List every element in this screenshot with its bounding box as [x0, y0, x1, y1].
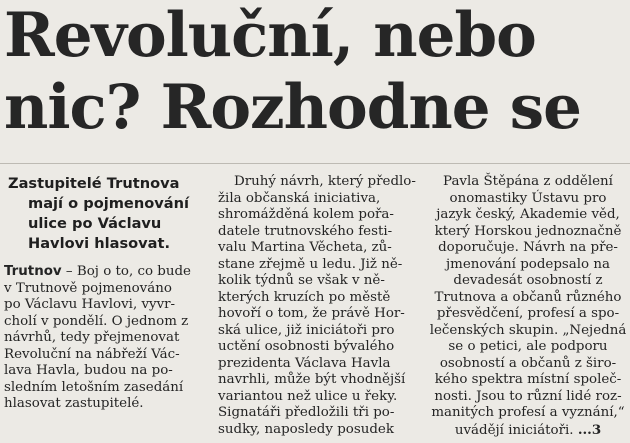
body-line: kolik týdnů se však v ně- — [218, 273, 385, 288]
perex — [4, 174, 200, 254]
body-line: sudky, naposledy posudek — [218, 421, 394, 437]
continued-page-ref: ...3 — [577, 421, 602, 438]
body-line: variantou než ulice u řeky. — [218, 388, 398, 404]
body-line: který Horskou jednoznačně — [434, 223, 622, 239]
body-line: Pavla Štěpána z oddělení — [443, 174, 613, 189]
article-column-1 — [4, 174, 200, 413]
body-line: kterých kruzích po městě — [218, 289, 391, 305]
perex-line: Havlovi hlasovat. — [28, 235, 171, 252]
body-line: navrhli, může být vhodnější — [218, 372, 406, 387]
body-line: lečenských skupin. „Nejedná — [429, 322, 627, 338]
body-line: datele trutnovského festi- — [218, 223, 393, 239]
body-line: osobností a občanů z širo- — [439, 355, 617, 371]
body-line: Revoluční na nábřeží Vác- — [4, 346, 180, 362]
body-line: cholí v pondělí. O jednom z — [4, 313, 189, 329]
body-line: sledním letošním zasedání — [4, 379, 184, 395]
body-line: prezidenta Václava Havla — [218, 355, 391, 371]
body-line: návrhů, tedy přejmenovat — [4, 330, 180, 345]
body-line: hlasovat zastupitelé. — [4, 396, 144, 411]
body-line — [428, 422, 628, 440]
perex-line: Zastupitelé Trutnova — [8, 175, 180, 192]
body-line: devadesát osobností z — [453, 273, 603, 288]
body-line: lava Havla, budou na po- — [4, 363, 173, 378]
perex-line: mají o pojmenování — [28, 195, 189, 212]
body-line: shromážděná kolem pořa- — [218, 207, 394, 222]
body-line: Signatáři předložili tři po- — [218, 405, 395, 420]
body-line: ská ulice, již iniciátoři pro — [218, 322, 395, 338]
body-line: Trutnova a občanů různého — [434, 289, 622, 305]
article-column-2 — [218, 174, 416, 438]
body-line: uctění osobnosti bývalého — [218, 339, 395, 354]
headline-divider — [0, 163, 630, 164]
body-line: přesvědčení, profesí a spo- — [436, 306, 620, 321]
body-line: jazyk český, Akademie věd, — [436, 207, 620, 222]
body-line: jmenování podepsalo na — [446, 256, 610, 272]
headline-line-2: nic? Rozhodne se — [4, 72, 581, 143]
body-line: manitých profesí a vyznání,“ — [431, 405, 625, 420]
body-line: onomastiky Ústavu pro — [449, 190, 607, 206]
body-line: Druhý návrh, který předlo- — [234, 174, 416, 189]
body-line: po Václavu Havlovi, vyvr- — [4, 297, 176, 312]
body-line: doporučuje. Návrh na pře- — [438, 240, 618, 255]
perex-line: ulice po Václavu — [28, 215, 162, 232]
headline-line-1: Revoluční, nebo — [4, 0, 536, 71]
body-line: nosti. Jsou to různí lidé roz- — [434, 388, 622, 404]
body-line — [4, 264, 200, 281]
dateline: Trutnov — [4, 264, 62, 279]
body-line: žila občanská iniciativa, — [218, 190, 381, 206]
body-line: valu Martina Věcheta, zů- — [218, 240, 392, 255]
body-line: v Trutnově pojmenováno — [4, 280, 172, 296]
body-text: – Boj o to, co bude — [61, 264, 191, 279]
body-line: se o petici, ale podporu — [448, 339, 608, 354]
body-line: hovoří o tom, že právě Hor- — [218, 306, 405, 321]
body-text: uvádějí iniciátoři. — [454, 422, 574, 438]
body-line: kého spektra místní společ- — [434, 372, 622, 387]
headline — [4, 0, 630, 144]
article-column-3 — [428, 174, 628, 439]
body-line: stane zřejmě u ledu. Již ně- — [218, 256, 403, 272]
